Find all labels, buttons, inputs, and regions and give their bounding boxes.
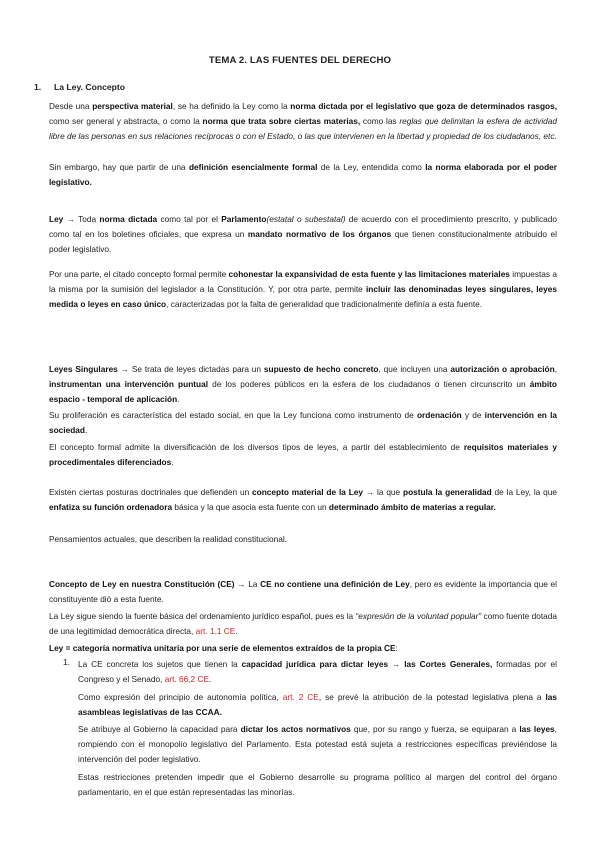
section-heading <box>34 82 125 92</box>
paragraph-ce-concept: Concepto de Ley en nuestra Constitución (CE) → La CE no contiene una definición de Ley, pero es evidente la importancia que el constituyente dió a esta fuente. <box>49 579 557 604</box>
list-item-autonomy: Como expresión del principio de autonomía política, art. 2 CE, se prevé la atribución de la potestad legislativa plena a las asambleas legislativas de las CCAA. <box>78 692 557 717</box>
section-number: 1. <box>34 82 42 92</box>
paragraph-normative-category: Ley = categoría normativa unitaria por una serie de elementos extraídos de la propia CE: <box>49 643 398 653</box>
paragraph-formal-definition: Sin embargo, hay que partir de una definición esencialmente formal de la Ley, entendida como la norma elaborada por el poder legislativo. <box>49 162 557 187</box>
list-item-government: Se atribuye al Gobierno la capacidad para dictar los actos normativos que, por su rango y fuerza, se equiparan a las leyes, rompiendo con el monopolio legislativo del Parlamento. Esta potestad está sujeta a restricciones específicas previéndose la intervención del poder legislativo. <box>78 724 557 764</box>
article-reference: art. 1.1 CE <box>195 626 236 636</box>
arrow-icon: → <box>63 214 79 224</box>
article-reference: art. 2 CE <box>282 692 319 702</box>
paragraph-formal-concept: Por una parte, el citado concepto formal permite cohonestar la expansividad de esta fuente y las limitaciones materiales impuestas a la misma por la sumisión del legislador a la Constitución. Y, por otra parte, permite incluir las denominadas leyes singulares, leyes medida o leyes en caso único, caracterizadas por la falta de generalidad que tradicionalmente definía a esta fuente. <box>49 269 558 309</box>
paragraph-proliferation: Su proliferación es característica del estado social, en que la Ley funciona como instrumento de ordenación y de intervención en la sociedad. <box>49 410 557 435</box>
arrow-icon: → <box>117 364 132 374</box>
list-number: 1. <box>63 657 70 667</box>
article-reference: art. 66,2 CE <box>164 674 209 684</box>
list-item: La CE concreta los sujetos que tienen la capacidad jurídica para dictar leyes → las Cortes Generales, formadas por el Congreso y el Senado, art. 66,2 CE. <box>78 659 557 684</box>
paragraph-popular-will: La Ley sigue siendo la fuente básica del ordenamiento jurídico español, pues es la “expresión de la voluntad popular” como fuente dotada de una legitimidad democrática directa, art. 1.1 CE. <box>49 611 557 636</box>
arrow-icon: → <box>363 487 378 497</box>
paragraph-leyes-singulares: Leyes Singulares → Se trata de leyes dictadas para un supuesto de hecho concreto, que incluyen una autorización o aprobación, instrumentan una intervención puntual de los poderes públicos en la esfera de los ciudadanos o tienen circunscrito un ámbito espacio - temporal de aplicación. <box>49 364 557 404</box>
paragraph-diversification: El concepto formal admite la diversificación de los diversos tipos de leyes, a partir del establecimiento de requisitos materiales y procedimentales diferenciados. <box>49 442 557 467</box>
paragraph-material-definition: Desde una perspectiva material, se ha definido la Ley como la norma dictada por el legislativo que goza de determinados rasgos, como ser general y abstracta, o como la norma que trata sobre ciertas materias, como las reglas que delimitan la esfera de actividad libre de las personas en sus relaciones recíprocas o con el Estado, o las que intervienen en la libertad y propiedad de los ciudadanos, etc. <box>49 101 558 141</box>
paragraph-current-thought: Pensamientos actuales, que describen la realidad constitucional. <box>49 534 287 544</box>
paragraph-ley-definition: Ley → Toda norma dictada como tal por el Parlamento(estatal o subestatal) de acuerdo con el procedimiento prescrito, y publicado como tal en los boletines oficiales, que expresa un mandato normativo de los órganos que tienen constitucionalmente atribuido el poder legislativo. <box>49 214 557 254</box>
arrow-icon: → <box>388 659 405 669</box>
arrow-icon: → <box>234 579 249 589</box>
paragraph-material-concept: Existen ciertas posturas doctrinales que defienden un concepto material de la Ley → la que postula la generalidad de la Ley, la que enfatiza su función ordenadora básica y la que asocia esta fuente con un determinado ámbito de materias a regular. <box>49 487 557 512</box>
list-item-restrictions: Estas restricciones pretenden impedir que el Gobierno desarrolle su programa político al margen del control del órgano parlamentario, en el que están representadas las minorías. <box>78 772 557 797</box>
document-title: TEMA 2. LAS FUENTES DEL DERECHO <box>208 55 392 66</box>
section-title: La Ley. Concepto <box>54 82 125 92</box>
